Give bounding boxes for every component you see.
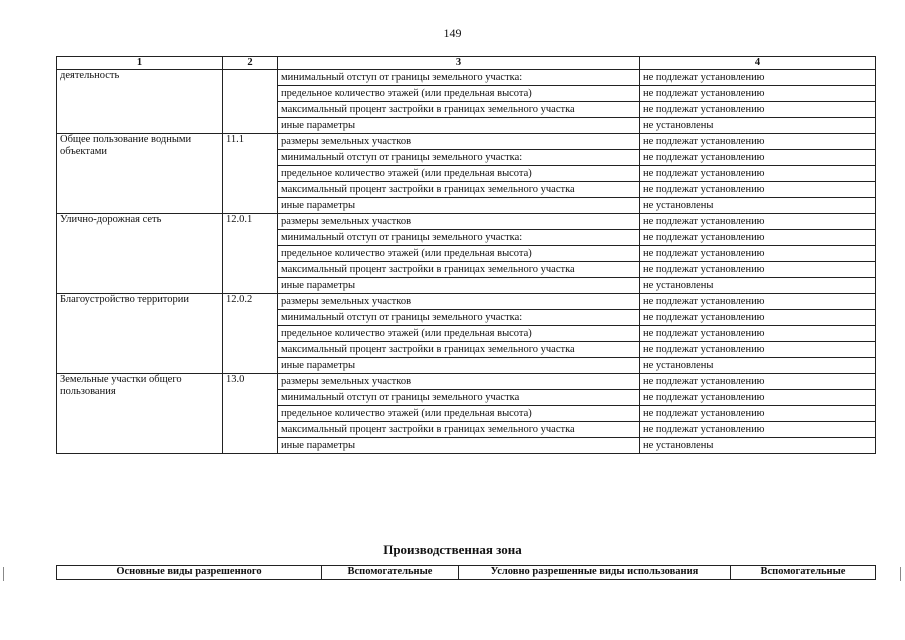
parameter-name: максимальный процент застройки в границах земельного участка (278, 182, 640, 198)
parameter-value: не подлежат установлению (640, 262, 876, 278)
parameter-name: минимальный отступ от границы земельного участка: (278, 150, 640, 166)
parameter-name: иные параметры (278, 438, 640, 454)
table-row (57, 294, 876, 310)
parameter-value: не установлены (640, 198, 876, 214)
parameter-value: не подлежат установлению (640, 102, 876, 118)
zone-header-auxiliary: Вспомогательные (322, 566, 459, 580)
use-type-name: Улично-дорожная сеть (57, 214, 223, 294)
parameter-name: предельное количество этажей (или предельная высота) (278, 86, 640, 102)
use-type-code: 13.0 (223, 374, 278, 454)
parameter-name: максимальный процент застройки в границах земельного участка (278, 262, 640, 278)
column-header-2: 2 (223, 57, 278, 70)
parameter-value: не подлежат установлению (640, 342, 876, 358)
use-type-code: 11.1 (223, 134, 278, 214)
parameter-value: не подлежат установлению (640, 86, 876, 102)
parameter-name: максимальный процент застройки в границах земельного участка (278, 422, 640, 438)
parameter-value: не установлены (640, 438, 876, 454)
use-type-name: Общее пользование водными объектами (57, 134, 223, 214)
use-type-name: деятельность (57, 70, 223, 134)
zone-header-conditional-uses: Условно разрешенные виды использования (459, 566, 731, 580)
parameter-value: не подлежат установлению (640, 422, 876, 438)
parameter-value: не подлежат установлению (640, 214, 876, 230)
parameter-value: не установлены (640, 278, 876, 294)
parameter-value: не установлены (640, 118, 876, 134)
parameter-value: не подлежат установлению (640, 246, 876, 262)
parameter-name: предельное количество этажей (или предельная высота) (278, 326, 640, 342)
parameter-name: максимальный процент застройки в границах земельного участка (278, 102, 640, 118)
page-number: 149 (443, 26, 462, 40)
parameter-name: иные параметры (278, 278, 640, 294)
parameter-name: минимальный отступ от границы земельного участка: (278, 230, 640, 246)
parameter-value: не подлежат установлению (640, 166, 876, 182)
use-type-name: Земельные участки общего пользования (57, 374, 223, 454)
parameter-value: не подлежат установлению (640, 230, 876, 246)
parameter-name: размеры земельных участков (278, 294, 640, 310)
parameter-name: предельное количество этажей (или предельная высота) (278, 406, 640, 422)
column-header-4: 4 (640, 57, 876, 70)
parameter-value: не подлежат установлению (640, 134, 876, 150)
parameter-value: не подлежат установлению (640, 310, 876, 326)
parameter-value: не установлены (640, 358, 876, 374)
parameter-name: минимальный отступ от границы земельного участка: (278, 70, 640, 86)
land-use-parameters-table (56, 56, 876, 454)
column-header-3: 3 (278, 57, 640, 70)
parameter-name: минимальный отступ от границы земельного участка (278, 390, 640, 406)
zone-header-main-uses: Основные виды разрешенного (57, 566, 322, 580)
parameter-name: размеры земельных участков (278, 374, 640, 390)
use-type-code (223, 70, 278, 134)
use-type-name: Благоустройство территории (57, 294, 223, 374)
parameter-name: размеры земельных участков (278, 214, 640, 230)
parameter-value: не подлежат установлению (640, 70, 876, 86)
table-row (57, 70, 876, 86)
parameter-name: иные параметры (278, 358, 640, 374)
table-body (57, 70, 876, 454)
use-type-code: 12.0.2 (223, 294, 278, 374)
parameter-value: не подлежат установлению (640, 294, 876, 310)
parameter-name: иные параметры (278, 198, 640, 214)
parameter-value: не подлежат установлению (640, 390, 876, 406)
parameter-value: не подлежат установлению (640, 150, 876, 166)
parameter-name: предельное количество этажей (или предельная высота) (278, 246, 640, 262)
zone-title: Производственная зона (383, 542, 522, 557)
zone-table-header-row (57, 566, 876, 580)
zone-table (56, 565, 876, 580)
right-edge-mark (900, 567, 901, 581)
parameter-name: размеры земельных участков (278, 134, 640, 150)
parameter-name: предельное количество этажей (или предельная высота) (278, 166, 640, 182)
column-header-1: 1 (57, 57, 223, 70)
table-row (57, 214, 876, 230)
zone-header-auxiliary-2: Вспомогательные (731, 566, 876, 580)
parameter-name: иные параметры (278, 118, 640, 134)
use-type-code: 12.0.1 (223, 214, 278, 294)
table-row (57, 134, 876, 150)
parameter-name: максимальный процент застройки в границах земельного участка (278, 342, 640, 358)
table-header-row (57, 57, 876, 70)
parameter-value: не подлежат установлению (640, 182, 876, 198)
left-edge-mark (3, 567, 4, 581)
parameter-value: не подлежат установлению (640, 406, 876, 422)
parameter-value: не подлежат установлению (640, 326, 876, 342)
parameter-value: не подлежат установлению (640, 374, 876, 390)
parameter-name: минимальный отступ от границы земельного участка: (278, 310, 640, 326)
table-row (57, 374, 876, 390)
